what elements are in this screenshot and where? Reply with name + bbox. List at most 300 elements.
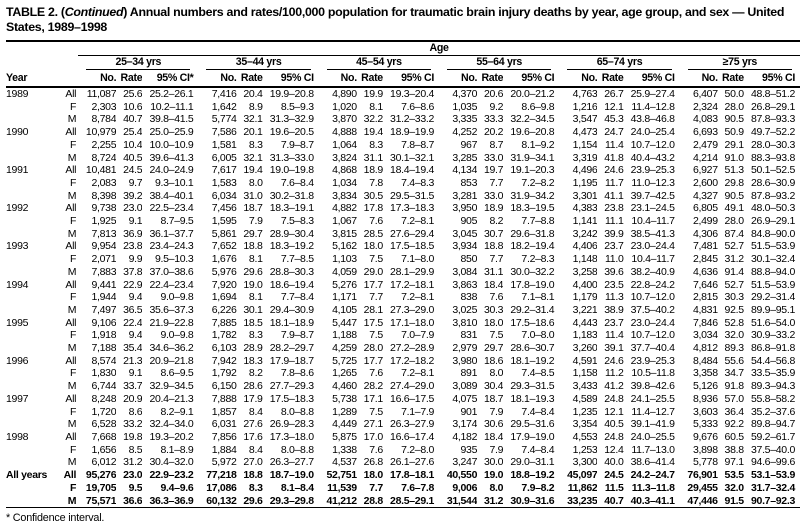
rate-cell: 19.0 xyxy=(243,278,263,291)
sex-cell: M xyxy=(67,189,77,202)
footnote: * Confidence interval. xyxy=(6,512,105,524)
count-cell: 4,400 xyxy=(572,278,598,291)
rate-cell: 31.1 xyxy=(363,151,383,164)
year-cell xyxy=(6,152,54,165)
title-part1: TABLE 2. ( xyxy=(6,5,65,19)
ci-cell: 26.9–29.1 xyxy=(750,215,795,228)
rate-cell: 55.6 xyxy=(724,354,744,367)
count-cell: 6,693 xyxy=(692,126,718,139)
ci-cell: 18.1–18.9 xyxy=(269,316,314,329)
count-cell: 8,724 xyxy=(91,151,117,164)
count-cell: 11,862 xyxy=(567,481,598,494)
rate-cell: 7.7 xyxy=(489,253,504,266)
count-cell: 3,300 xyxy=(572,456,598,469)
rate-cell: 8.0 xyxy=(489,367,504,380)
count-cell: 2,255 xyxy=(91,138,117,151)
sex-cell: F xyxy=(70,253,77,266)
rate-cell: 8.9 xyxy=(248,100,263,113)
ci-cell: 51.5–53.9 xyxy=(750,240,795,253)
count-cell: 6,005 xyxy=(211,151,237,164)
rate-cell: 20.4 xyxy=(243,88,263,100)
count-cell: 9,441 xyxy=(91,278,117,291)
rate-cell: 8.1 xyxy=(369,100,383,113)
count-cell: 4,591 xyxy=(572,354,598,367)
count-cell: 4,083 xyxy=(692,113,718,126)
count-cell: 11,539 xyxy=(327,481,357,494)
rate-cell: 41.1 xyxy=(604,189,624,202)
sex-cell: M xyxy=(67,227,77,240)
ci-cell: 17.8–19.0 xyxy=(510,278,555,291)
table-title xyxy=(0,0,806,35)
count-cell: 850 xyxy=(460,253,478,266)
rate-cell: 40.7 xyxy=(123,113,143,126)
count-cell: 2,303 xyxy=(91,100,117,113)
ci-cell: 29.4–30.9 xyxy=(269,303,314,316)
ci-cell: 17.5–18.5 xyxy=(390,240,435,253)
ci-cell: 16.6–17.5 xyxy=(390,392,435,405)
ci-cell: 27.3–29.0 xyxy=(390,303,435,316)
ci-cell: 21.9–22.8 xyxy=(149,316,194,329)
year-cell xyxy=(6,215,54,228)
age-header-row xyxy=(6,41,800,56)
rate-cell: 17.5 xyxy=(363,316,383,329)
rate-cell: 19.8 xyxy=(123,430,143,443)
rate-cell: 12.1 xyxy=(604,100,624,113)
ci-cell: 23.0–24.4 xyxy=(630,240,675,253)
rate-cell: 23.0 xyxy=(123,202,143,215)
count-cell: 3,547 xyxy=(572,113,598,126)
count-cell: 1,830 xyxy=(91,367,117,380)
rate-cell: 51.3 xyxy=(724,164,744,177)
count-cell: 29,455 xyxy=(687,481,718,494)
count-cell: 6,528 xyxy=(91,418,117,431)
rate-cell: 12.4 xyxy=(604,443,624,456)
year-cell: 1991 xyxy=(6,164,29,177)
rate-cell: 87.4 xyxy=(724,227,744,240)
ci-cell: 29.3–31.5 xyxy=(510,380,555,393)
count-cell: 1,265 xyxy=(332,367,357,380)
rate-cell: 52.7 xyxy=(724,240,744,253)
rate-cell: 28.0 xyxy=(724,215,744,228)
ci-cell: 10.0–10.9 xyxy=(149,138,194,151)
no-column-header: No. xyxy=(559,70,597,87)
rate-cell: 7.9 xyxy=(248,215,263,228)
count-cell: 1,034 xyxy=(332,176,357,189)
rate-cell: 22.9 xyxy=(123,278,143,291)
ci-cell: 53.1–53.9 xyxy=(750,469,795,482)
ci-cell: 27.2–28.9 xyxy=(390,342,435,355)
rate-cell: 18.9 xyxy=(483,202,504,215)
ci-cell: 7.2–8.2 xyxy=(521,176,555,189)
ci-cell: 7.2–8.3 xyxy=(521,253,555,266)
ci-cell: 30.0–32.2 xyxy=(510,265,555,278)
rate-cell: 33.0 xyxy=(483,189,504,202)
table-row xyxy=(6,164,800,177)
rate-cell: 38.9 xyxy=(604,303,624,316)
ci-cell: 28.2–29.7 xyxy=(269,342,314,355)
table-row xyxy=(6,469,800,482)
count-cell: 1,179 xyxy=(572,291,598,304)
rate-cell: 90.5 xyxy=(724,113,744,126)
count-cell: 4,383 xyxy=(572,202,598,215)
rate-cell: 11.2 xyxy=(605,367,624,380)
ci-cell: 19.9–20.8 xyxy=(269,88,314,100)
age-group-header-4 xyxy=(559,56,679,71)
rate-cell: 8.3 xyxy=(248,329,263,342)
rate-cell: 24.5 xyxy=(604,469,624,482)
count-cell: 4,214 xyxy=(692,151,718,164)
rate-cell: 18.4 xyxy=(483,278,504,291)
rate-cell: 29.7 xyxy=(243,227,263,240)
ci-cell: 38.2–40.9 xyxy=(630,265,675,278)
ci-cell: 7.6–8.6 xyxy=(401,100,435,113)
count-cell: 1,338 xyxy=(332,443,357,456)
table-row xyxy=(6,228,800,241)
ci-cell: 19.6–20.5 xyxy=(269,126,314,139)
ci-cell: 8.1–8.9 xyxy=(160,443,194,456)
rate-cell: 26.7 xyxy=(604,88,624,100)
count-cell: 4,831 xyxy=(692,303,718,316)
rate-cell: 97.1 xyxy=(724,456,744,469)
ci-cell: 28.6–30.7 xyxy=(510,342,555,355)
rate-cell: 33.3 xyxy=(483,113,504,126)
rate-cell: 11.5 xyxy=(604,481,624,494)
count-cell: 3,824 xyxy=(332,151,357,164)
rate-cell: 33.2 xyxy=(123,418,143,431)
count-cell: 3,834 xyxy=(332,189,357,202)
count-cell: 9,006 xyxy=(452,481,478,494)
ci-cell: 51.5–53.9 xyxy=(750,278,795,291)
rate-column-header: Rate xyxy=(357,70,383,87)
ci-cell: 84.8–90.0 xyxy=(750,227,795,240)
rate-cell: 32.1 xyxy=(243,151,263,164)
ci-cell: 19.0–19.8 xyxy=(269,164,314,177)
ci-cell: 7.0–7.9 xyxy=(401,329,435,342)
year-cell xyxy=(6,406,54,419)
ci-cell: 7.5–8.3 xyxy=(280,215,314,228)
ci-cell: 7.1–8.1 xyxy=(521,291,555,304)
age-group-header-5 xyxy=(680,56,800,71)
rate-cell: 8.5 xyxy=(128,443,143,456)
count-cell: 31,544 xyxy=(439,495,477,508)
rate-cell: 32.0 xyxy=(724,481,744,494)
count-cell: 1,694 xyxy=(211,291,237,304)
count-cell: 1,216 xyxy=(572,100,598,113)
rate-cell: 20.1 xyxy=(243,126,263,139)
rate-cell: 36.4 xyxy=(724,405,744,418)
ci-cell: 39.1–41.9 xyxy=(630,418,675,431)
ci-cell: 9.4–9.6 xyxy=(160,481,194,494)
ci-cell: 7.9–8.2 xyxy=(521,481,555,494)
ci-cell: 38.6–41.4 xyxy=(630,456,675,469)
table-row xyxy=(6,304,800,317)
rate-cell: 7.7 xyxy=(369,291,383,304)
ci-cell: 7.9–8.7 xyxy=(280,138,314,151)
ci-cell: 20.9–21.8 xyxy=(149,354,194,367)
rate-cell: 8.3 xyxy=(248,138,263,151)
ci-cell: 8.0–8.8 xyxy=(280,443,314,456)
rate-cell: 17.0 xyxy=(363,430,383,443)
ci-cell: 7.6–8.4 xyxy=(280,176,314,189)
ci-cell: 16.6–17.4 xyxy=(390,430,435,443)
ci-cell: 28.8–30.3 xyxy=(269,265,314,278)
ci-cell: 17.5–18.3 xyxy=(269,392,314,405)
count-cell: 1,235 xyxy=(572,405,598,418)
rate-cell: 24.6 xyxy=(604,354,624,367)
ci-cell: 30.9–31.6 xyxy=(503,495,559,508)
count-cell: 1,642 xyxy=(211,100,237,113)
rate-cell: 39.2 xyxy=(123,189,143,202)
rate-cell: 17.1 xyxy=(363,392,383,405)
rate-cell: 38.8 xyxy=(724,443,744,456)
count-cell: 11,087 xyxy=(86,88,117,100)
ci-cell: 17.1–18.0 xyxy=(390,316,435,329)
rate-cell: 18.7 xyxy=(243,202,263,215)
rate-cell: 92.5 xyxy=(724,303,744,316)
sex-cell: M xyxy=(67,151,77,164)
count-cell: 2,071 xyxy=(91,253,117,266)
count-cell: 7,885 xyxy=(211,316,237,329)
table-row xyxy=(6,215,800,228)
ci-cell: 20.4–21.3 xyxy=(149,392,194,405)
ci-cell: 7.7–8.4 xyxy=(280,291,314,304)
ci-cell: 8.5–9.3 xyxy=(280,100,314,113)
ci-cell: 18.3–19.2 xyxy=(269,240,314,253)
count-cell: 3,301 xyxy=(572,189,598,202)
ci-cell: 26.3–27.9 xyxy=(390,418,435,431)
rate-cell: 18.3 xyxy=(243,354,263,367)
column-header-row xyxy=(6,70,800,87)
count-cell: 7,668 xyxy=(91,430,117,443)
sex-cell: F xyxy=(70,215,77,228)
rate-cell: 27.6 xyxy=(243,418,263,431)
age-group-header-1 xyxy=(198,56,318,71)
count-cell: 7,416 xyxy=(211,88,237,100)
table-row xyxy=(6,367,800,380)
rate-cell: 40.5 xyxy=(123,151,143,164)
rate-cell: 8.4 xyxy=(248,405,263,418)
ci-cell: 55.8–58.2 xyxy=(750,392,795,405)
year-cell xyxy=(6,495,54,508)
ci-cell: 18.8–19.2 xyxy=(510,469,555,482)
ci-cell: 28.9–30.4 xyxy=(269,227,314,240)
count-cell: 60,132 xyxy=(198,495,236,508)
rate-cell: 18.8 xyxy=(243,469,263,482)
rate-cell: 19.9 xyxy=(363,88,383,100)
count-cell: 3,025 xyxy=(452,303,478,316)
count-cell: 1,067 xyxy=(332,215,357,228)
rate-cell: 11.7 xyxy=(605,176,624,189)
rate-cell: 29.1 xyxy=(724,138,744,151)
rate-cell: 36.9 xyxy=(123,227,143,240)
rate-cell: 23.0 xyxy=(123,469,143,482)
ci-cell: 30.4–32.0 xyxy=(149,456,194,469)
count-cell: 77,218 xyxy=(206,469,237,482)
ci-cell: 32.9–34.5 xyxy=(149,380,194,393)
ci-cell: 8.6–9.5 xyxy=(160,367,194,380)
ci-cell: 27.6–29.4 xyxy=(390,227,435,240)
ci-cell: 28.0–30.3 xyxy=(750,138,795,151)
count-cell: 4,105 xyxy=(332,303,357,316)
rate-cell: 35.4 xyxy=(123,342,143,355)
rate-cell: 23.5 xyxy=(604,278,624,291)
count-cell: 1,857 xyxy=(211,405,237,418)
count-cell: 3,174 xyxy=(452,418,478,431)
count-cell: 2,600 xyxy=(692,176,718,189)
ci-cell: 7.8–8.6 xyxy=(280,367,314,380)
no-column-header: No. xyxy=(319,70,357,87)
rate-cell: 8.2 xyxy=(489,215,504,228)
rate-cell: 28.8 xyxy=(357,495,383,508)
count-cell: 1,944 xyxy=(91,291,117,304)
count-cell: 853 xyxy=(460,176,478,189)
count-cell: 1,884 xyxy=(211,443,237,456)
count-cell: 4,449 xyxy=(332,418,357,431)
count-cell: 1,253 xyxy=(572,443,598,456)
rate-cell: 28.6 xyxy=(243,380,263,393)
count-cell: 5,447 xyxy=(332,316,357,329)
count-cell: 1,154 xyxy=(572,138,598,151)
count-cell: 10,481 xyxy=(85,164,117,177)
sex-cell: M xyxy=(67,418,77,431)
count-cell: 3,433 xyxy=(572,380,598,393)
rate-cell: 39.9 xyxy=(604,227,624,240)
rate-cell: 17.7 xyxy=(363,354,383,367)
count-cell: 1,583 xyxy=(211,176,237,189)
count-cell: 5,738 xyxy=(332,392,357,405)
age-group-label: 25–34 yrs xyxy=(86,56,190,70)
count-cell: 838 xyxy=(460,291,478,304)
count-cell: 5,276 xyxy=(332,278,357,291)
rate-cell: 8.0 xyxy=(248,176,263,189)
rate-cell: 18.0 xyxy=(363,469,383,482)
ci-cell: 48.0–50.3 xyxy=(750,202,795,215)
ci-cell: 29.2–31.4 xyxy=(750,291,795,304)
rate-cell: 30.4 xyxy=(483,380,504,393)
ci-cell: 11.3–11.8 xyxy=(631,481,675,494)
rate-cell: 29.7 xyxy=(483,342,504,355)
rate-cell: 22.4 xyxy=(123,316,143,329)
sex-cell: M xyxy=(67,265,77,278)
rate-cell: 29.6 xyxy=(243,265,263,278)
ci-cell: 7.1–8.0 xyxy=(401,253,435,266)
year-cell xyxy=(6,418,54,431)
rate-cell: 91.5 xyxy=(718,495,744,508)
rate-cell: 29.0 xyxy=(363,265,383,278)
rate-cell: 31.2 xyxy=(123,456,143,469)
count-cell: 4,406 xyxy=(572,240,598,253)
ci-cell: 17.9–19.0 xyxy=(510,430,555,443)
rate-cell: 7.6 xyxy=(369,215,383,228)
count-cell: 5,725 xyxy=(332,354,357,367)
ci-cell: 22.9–23.2 xyxy=(149,469,194,482)
count-cell: 4,882 xyxy=(332,202,357,215)
table-row xyxy=(6,139,800,152)
ci-cell: 35.2–37.6 xyxy=(750,405,795,418)
ci-cell: 30.1–32.4 xyxy=(750,253,795,266)
table-row xyxy=(6,113,800,126)
age-group-row xyxy=(6,56,800,71)
count-cell: 1,595 xyxy=(211,215,237,228)
ci-cell: 18.1–19.2 xyxy=(510,354,555,367)
rate-cell: 31.1 xyxy=(483,265,504,278)
rate-cell: 23.8 xyxy=(604,202,624,215)
ci-cell: 22.5–23.4 xyxy=(149,202,194,215)
sex-cell: M xyxy=(67,113,77,126)
count-cell: 4,888 xyxy=(332,126,357,139)
age-group-label: ≥75 yrs xyxy=(688,56,792,70)
count-cell: 41,212 xyxy=(319,495,357,508)
ci-cell: 18.3–19.5 xyxy=(510,202,555,215)
sex-cell: All xyxy=(65,430,77,443)
ci-cell: 19.1–20.3 xyxy=(510,164,555,177)
count-cell: 3,034 xyxy=(692,329,718,342)
rate-cell: 11.3 xyxy=(605,291,624,304)
ci-cell: 23.9–25.3 xyxy=(630,354,675,367)
count-cell: 4,327 xyxy=(692,189,718,202)
count-cell: 8,248 xyxy=(91,392,117,405)
ci-cell: 23.4–24.3 xyxy=(149,240,194,253)
count-cell: 8,398 xyxy=(91,189,117,202)
rate-cell: 20.2 xyxy=(483,126,504,139)
sex-cell: All xyxy=(65,240,77,253)
rate-cell: 28.2 xyxy=(363,380,383,393)
rate-column-header: Rate xyxy=(718,70,744,87)
ci-cell: 28.6–30.9 xyxy=(750,176,795,189)
ci-cell: 31.9–34.1 xyxy=(510,151,555,164)
rate-cell: 49.1 xyxy=(724,202,744,215)
ci-cell: 23.9–25.3 xyxy=(630,164,675,177)
ci-cell: 10.7–12.0 xyxy=(630,291,675,304)
rate-cell: 8.6 xyxy=(128,405,143,418)
count-cell: 7,942 xyxy=(211,354,237,367)
table-row xyxy=(6,482,800,495)
ci-cell: 89.3–94.3 xyxy=(750,380,795,393)
year-cell xyxy=(6,329,54,342)
count-cell: 7,888 xyxy=(211,392,237,405)
count-cell: 4,182 xyxy=(452,430,478,443)
count-cell: 6,150 xyxy=(211,380,237,393)
title-part2: ) Annual numbers and rates/100,000 population for traumatic brain injury deaths by year, age group, and sex — United States, 1989–1998 xyxy=(6,5,785,34)
count-cell: 8,484 xyxy=(692,354,718,367)
count-cell: 7,497 xyxy=(91,303,117,316)
ci-cell: 40.4–43.2 xyxy=(630,151,675,164)
count-cell: 3,247 xyxy=(452,456,478,469)
ci-cell: 8.6–9.8 xyxy=(521,100,555,113)
count-cell: 4,553 xyxy=(572,430,598,443)
rate-cell: 9.7 xyxy=(128,176,143,189)
ci-cell: 31.3–32.9 xyxy=(269,113,314,126)
ci-cell: 31.3–33.0 xyxy=(269,151,314,164)
rate-cell: 30.1 xyxy=(243,303,263,316)
rate-cell: 53.5 xyxy=(724,469,744,482)
ci-cell: 50.1–52.5 xyxy=(750,164,795,177)
count-cell: 2,083 xyxy=(91,176,117,189)
count-cell: 6,034 xyxy=(211,189,237,202)
ci-cell: 29.5–31.5 xyxy=(390,189,435,202)
rate-cell: 23.7 xyxy=(604,316,624,329)
no-column-header: No. xyxy=(680,70,718,87)
count-cell: 2,499 xyxy=(692,215,718,228)
count-cell: 6,012 xyxy=(91,456,117,469)
rate-column-header: Rate xyxy=(477,70,503,87)
rate-cell: 26.8 xyxy=(363,456,383,469)
ci-cell: 38.5–41.3 xyxy=(630,227,675,240)
count-cell: 7,646 xyxy=(692,278,718,291)
no-column-header: No. xyxy=(439,70,477,87)
rate-cell: 31.2 xyxy=(724,253,744,266)
count-cell: 9,676 xyxy=(692,430,718,443)
